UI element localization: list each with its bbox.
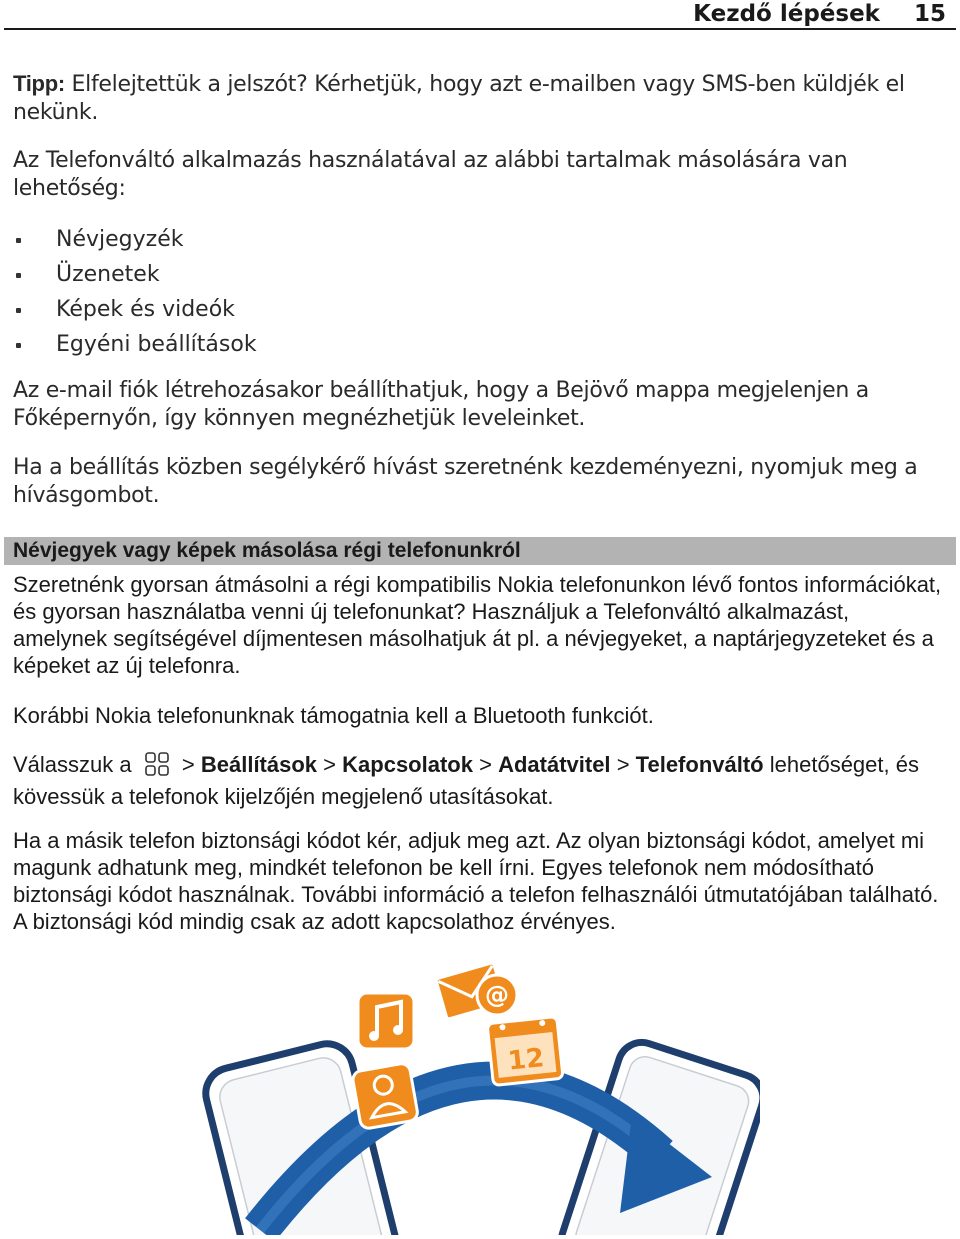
section-heading-bar [4,537,956,565]
list-item: Egyéni beállítások [13,327,948,362]
path-separator: > [323,752,337,777]
path-separator: > [181,752,195,777]
content-list [13,222,948,362]
list-item: Névjegyzék [13,222,948,257]
path-suffix: lehetőséget, és kövessük a telefonok kijelzőjén megjelenő utasításokat. [13,752,919,809]
at-sign-icon [477,975,517,1015]
path-item-settings: Beállítások [200,752,318,777]
menu-path-paragraph [13,751,948,810]
tip-paragraph [13,70,948,127]
svg-text:@: @ [485,981,509,1009]
page-header [4,0,956,30]
section-title: Névjegyek vagy képek másolása régi telefonunkról [13,539,521,562]
intro-paragraph: Az Telefonváltó alkalmazás használatával az alábbi tartalmak másolására van lehetőség: [13,148,848,201]
path-prefix: Válasszuk a [13,752,132,777]
tip-label: Tipp: [13,71,65,96]
section-paragraph-1: Szeretnénk gyorsan átmásolni a régi kompatibilis Nokia telefonunkon lévő fontos információkat, és gyorsan használatba venni új telefonunkat? Használjuk a Telefonváltó alkalmazást, amelynek segítségével díjmentesen másolhatjuk át pl. a névjegyeket, a naptárjegyzeteket és a képeket az új telefonra. [13,572,942,678]
path-item-connectivity: Kapcsolatok [342,752,473,777]
email-paragraph: Az e-mail fiók létrehozásakor beállíthatjuk, hogy a Bejövő mappa megjelenjen a Főképernyőn, így könnyen megnézhetjük leveleinket. [13,378,869,431]
path-separator: > [616,752,630,777]
chapter-title: Kezdő lépések [693,1,880,27]
list-item: Üzenetek [13,257,948,292]
tip-text: Elfelejtettük a jelszót? Kérhetjük, hogy azt e-mailben vagy SMS-ben küldjék el nekünk. [13,72,905,125]
emergency-paragraph: Ha a beállítás közben segélykérő hívást szeretnénk kezdeményezni, nyomjuk meg a hívásgombot. [13,455,918,508]
list-item: Képek és videók [13,292,948,327]
contact-icon [352,1062,419,1129]
section-paragraph-4: Ha a másik telefon biztonsági kódot kér, adjuk meg azt. Az olyan biztonsági kódot, amelyet mi magunk adhatunk meg, mindkét telefonon be kell írni. Egyes telefonok nem módosítható biztonsági kódot használnak. További információ a telefon felhasználói útmutatójában található. A biztonsági kód mindig csak az adott kapcsolathoz érvényes. [13,828,939,934]
section-paragraph-2: Korábbi Nokia telefonunknak támogatnia kell a Bluetooth funkciót. [13,703,654,728]
menu-grid-icon [144,751,170,783]
path-item-data-transfer: Adatátvitel [498,752,611,777]
calendar-icon [487,1017,563,1086]
path-item-phone-switch: Telefonváltó [635,752,764,777]
phone-transfer-illustration [200,955,760,1235]
music-note-icon [358,993,414,1049]
page-number: 15 [913,1,946,27]
path-separator: > [479,752,492,777]
calendar-number: 12 [506,1043,546,1077]
